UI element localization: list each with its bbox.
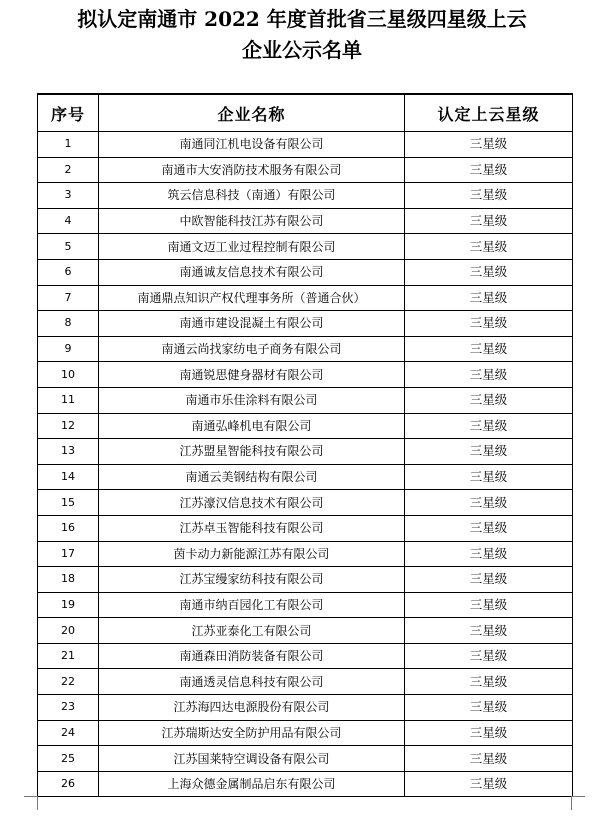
row-star-level-cell: 三星级 bbox=[405, 387, 573, 413]
table-row bbox=[38, 746, 573, 772]
row-star-level-cell: 三星级 bbox=[405, 157, 573, 183]
table-row bbox=[38, 464, 573, 490]
row-enterprise-name-cell: 南通鼎点知识产权代理事务所（普通合伙） bbox=[99, 285, 405, 311]
table-row bbox=[38, 567, 573, 593]
row-enterprise-name-cell: 江苏卓玉智能科技有限公司 bbox=[99, 515, 405, 541]
header-enterprise-name: 企业名称 bbox=[99, 94, 405, 132]
table-row bbox=[38, 208, 573, 234]
table-body bbox=[38, 132, 573, 797]
table-row bbox=[38, 592, 573, 618]
row-enterprise-name-cell: 茵卡动力新能源江苏有限公司 bbox=[99, 541, 405, 567]
table-row bbox=[38, 695, 573, 721]
row-enterprise-name-cell: 江苏盟星智能科技有限公司 bbox=[99, 439, 405, 465]
row-enterprise-name-cell: 江苏瑞斯达安全防护用品有限公司 bbox=[99, 720, 405, 746]
row-enterprise-name-cell: 江苏宝缦家纺科技有限公司 bbox=[99, 567, 405, 593]
row-index-cell: 16 bbox=[38, 515, 99, 541]
row-star-level-cell: 三星级 bbox=[405, 362, 573, 388]
row-star-level-cell: 三星级 bbox=[405, 234, 573, 260]
row-index-cell: 7 bbox=[38, 285, 99, 311]
row-index-cell: 6 bbox=[38, 259, 99, 285]
table-header-row bbox=[38, 94, 573, 132]
row-enterprise-name-cell: 中欧智能科技江苏有限公司 bbox=[99, 208, 405, 234]
row-enterprise-name-cell: 南通市乐佳涂料有限公司 bbox=[99, 387, 405, 413]
row-index-cell: 23 bbox=[38, 695, 99, 721]
table-row bbox=[38, 490, 573, 516]
row-enterprise-name-cell: 南通云美钢结构有限公司 bbox=[99, 464, 405, 490]
row-index-cell: 10 bbox=[38, 362, 99, 388]
row-index-cell: 21 bbox=[38, 643, 99, 669]
table-row bbox=[38, 413, 573, 439]
row-star-level-cell: 三星级 bbox=[405, 618, 573, 644]
row-enterprise-name-cell: 南通透灵信息科技有限公司 bbox=[99, 669, 405, 695]
table-row bbox=[38, 771, 573, 797]
row-star-level-cell: 三星级 bbox=[405, 567, 573, 593]
table-row bbox=[38, 515, 573, 541]
table-row bbox=[38, 618, 573, 644]
row-star-level-cell: 三星级 bbox=[405, 285, 573, 311]
row-index-cell: 26 bbox=[38, 771, 99, 797]
row-enterprise-name-cell: 南通森田消防装备有限公司 bbox=[99, 643, 405, 669]
row-index-cell: 11 bbox=[38, 387, 99, 413]
row-enterprise-name-cell: 上海众德金属制品启东有限公司 bbox=[99, 771, 405, 797]
row-enterprise-name-cell: 南通云尚找家纺电子商务有限公司 bbox=[99, 336, 405, 362]
row-enterprise-name-cell: 江苏亚泰化工有限公司 bbox=[99, 618, 405, 644]
document-title-line-1: 拟认定南通市 2022 年度首批省三星级四星级上云 bbox=[77, 7, 527, 31]
row-index-cell: 13 bbox=[38, 439, 99, 465]
row-enterprise-name-cell: 江苏濠汉信息技术有限公司 bbox=[99, 490, 405, 516]
crop-mark-right-vertical bbox=[571, 796, 572, 810]
row-index-cell: 17 bbox=[38, 541, 99, 567]
table-row bbox=[38, 669, 573, 695]
row-index-cell: 18 bbox=[38, 567, 99, 593]
row-star-level-cell: 三星级 bbox=[405, 515, 573, 541]
row-index-cell: 19 bbox=[38, 592, 99, 618]
row-enterprise-name-cell: 南通同江机电设备有限公司 bbox=[99, 132, 405, 158]
document-title-line-2: 企业公示名单 bbox=[242, 38, 362, 62]
row-enterprise-name-cell: 南通市纳百园化工有限公司 bbox=[99, 592, 405, 618]
row-enterprise-name-cell: 南通诚友信息技术有限公司 bbox=[99, 259, 405, 285]
row-index-cell: 4 bbox=[38, 208, 99, 234]
header-cloud-star-level: 认定上云星级 bbox=[405, 94, 573, 132]
row-index-cell: 15 bbox=[38, 490, 99, 516]
table-row bbox=[38, 336, 573, 362]
row-index-cell: 1 bbox=[38, 132, 99, 158]
header-index: 序号 bbox=[38, 94, 99, 132]
row-star-level-cell: 三星级 bbox=[405, 592, 573, 618]
row-star-level-cell: 三星级 bbox=[405, 771, 573, 797]
row-enterprise-name-cell: 南通锐思健身器材有限公司 bbox=[99, 362, 405, 388]
row-index-cell: 2 bbox=[38, 157, 99, 183]
table-row bbox=[38, 259, 573, 285]
row-star-level-cell: 三星级 bbox=[405, 643, 573, 669]
table-row bbox=[38, 234, 573, 260]
table-row bbox=[38, 541, 573, 567]
row-star-level-cell: 三星级 bbox=[405, 669, 573, 695]
table-row bbox=[38, 157, 573, 183]
row-enterprise-name-cell: 筑云信息科技（南通）有限公司 bbox=[99, 183, 405, 209]
table-row bbox=[38, 311, 573, 337]
row-star-level-cell: 三星级 bbox=[405, 695, 573, 721]
table-row bbox=[38, 183, 573, 209]
row-enterprise-name-cell: 江苏海四达电源股份有限公司 bbox=[99, 695, 405, 721]
row-star-level-cell: 三星级 bbox=[405, 464, 573, 490]
row-index-cell: 5 bbox=[38, 234, 99, 260]
row-star-level-cell: 三星级 bbox=[405, 490, 573, 516]
enterprise-list-table bbox=[37, 93, 573, 797]
table-row bbox=[38, 132, 573, 158]
row-star-level-cell: 三星级 bbox=[405, 541, 573, 567]
row-index-cell: 9 bbox=[38, 336, 99, 362]
row-index-cell: 8 bbox=[38, 311, 99, 337]
crop-mark-left-horizontal bbox=[24, 796, 38, 797]
row-star-level-cell: 三星级 bbox=[405, 208, 573, 234]
row-star-level-cell: 三星级 bbox=[405, 132, 573, 158]
row-index-cell: 24 bbox=[38, 720, 99, 746]
row-star-level-cell: 三星级 bbox=[405, 746, 573, 772]
row-star-level-cell: 三星级 bbox=[405, 720, 573, 746]
crop-mark-right-horizontal bbox=[571, 796, 585, 797]
table-row bbox=[38, 285, 573, 311]
row-index-cell: 12 bbox=[38, 413, 99, 439]
row-star-level-cell: 三星级 bbox=[405, 413, 573, 439]
row-enterprise-name-cell: 南通市建设混凝土有限公司 bbox=[99, 311, 405, 337]
row-index-cell: 3 bbox=[38, 183, 99, 209]
row-index-cell: 25 bbox=[38, 746, 99, 772]
row-star-level-cell: 三星级 bbox=[405, 336, 573, 362]
row-enterprise-name-cell: 南通市大安消防技术服务有限公司 bbox=[99, 157, 405, 183]
row-star-level-cell: 三星级 bbox=[405, 439, 573, 465]
row-enterprise-name-cell: 南通文迈工业过程控制有限公司 bbox=[99, 234, 405, 260]
row-star-level-cell: 三星级 bbox=[405, 311, 573, 337]
table-row bbox=[38, 387, 573, 413]
row-index-cell: 20 bbox=[38, 618, 99, 644]
row-star-level-cell: 三星级 bbox=[405, 183, 573, 209]
table-row bbox=[38, 643, 573, 669]
row-star-level-cell: 三星级 bbox=[405, 259, 573, 285]
row-enterprise-name-cell: 江苏国莱特空调设备有限公司 bbox=[99, 746, 405, 772]
table-row bbox=[38, 439, 573, 465]
row-enterprise-name-cell: 南通弘峰机电有限公司 bbox=[99, 413, 405, 439]
crop-mark-left-vertical bbox=[37, 796, 38, 810]
table-row bbox=[38, 720, 573, 746]
row-index-cell: 22 bbox=[38, 669, 99, 695]
row-index-cell: 14 bbox=[38, 464, 99, 490]
table-row bbox=[38, 362, 573, 388]
